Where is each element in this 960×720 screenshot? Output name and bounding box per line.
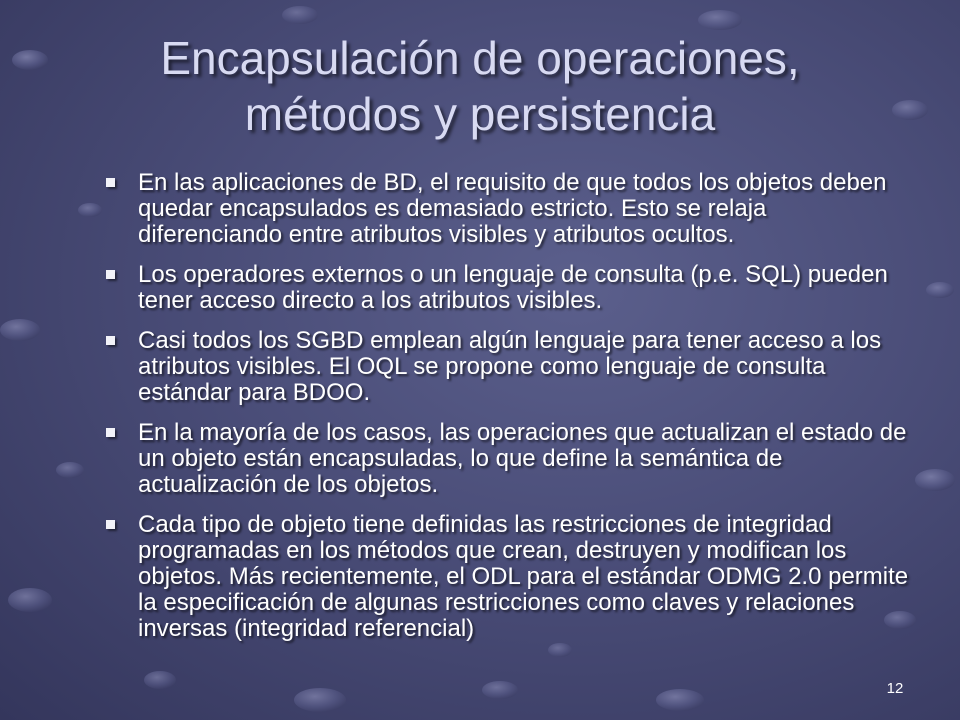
bullet-text: En las aplicaciones de BD, el requisito de que todos los objetos deben quedar encapsulados es demasiado estricto. Esto se relaja diferenciando entre atributos visibles y atributos ocultos. [138,169,887,248]
bg-bubble [926,282,954,298]
square-bullet-icon [106,270,115,279]
page-number: 12 [886,680,904,697]
bg-bubble [8,588,52,612]
bullet-item [100,262,912,314]
bg-bubble [0,319,40,341]
bullet-text: En la mayoría de los casos, las operaciones que actualizan el estado de un objeto están encapsuladas, lo que define la semántica de actualización de los objetos. [138,419,907,498]
bullet-item [100,512,912,642]
square-bullet-icon [106,428,115,437]
slide-title-line-2: métodos y persistencia [244,88,716,140]
bg-bubble [78,203,102,217]
square-bullet-icon [106,178,115,187]
bullet-list [100,170,912,656]
slide-title [40,30,920,142]
bg-bubble [482,681,518,699]
bullet-item [100,420,912,498]
bg-bubble [915,469,955,491]
bg-bubble [656,689,704,711]
bullet-text: Los operadores externos o un lenguaje de consulta (p.e. SQL) pueden tener acceso directo a los atributos visibles. [138,261,888,314]
bullet-text: Cada tipo de objeto tiene definidas las restricciones de integridad programadas en los métodos que crean, destruyen y modifican los objetos. Más recientemente, el ODL para el estándar ODMG 2.0 permite la especificación de algunas restricciones como claves y relaciones inversas (integridad referencial) [138,511,909,642]
bg-bubble [294,688,346,712]
square-bullet-icon [106,520,115,529]
bullet-text: Casi todos los SGBD emplean algún lenguaje para tener acceso a los atributos visibles. El OQL se propone como lenguaje de consulta estándar para BDOO. [138,327,882,406]
slide-title-line-1: Encapsulación de operaciones, [160,32,800,84]
bullet-item [100,328,912,406]
bg-bubble [144,671,176,689]
bg-bubble [282,6,318,24]
bg-bubble [698,10,742,30]
bg-bubble [56,462,84,478]
bullet-item [100,170,912,248]
square-bullet-icon [106,336,115,345]
